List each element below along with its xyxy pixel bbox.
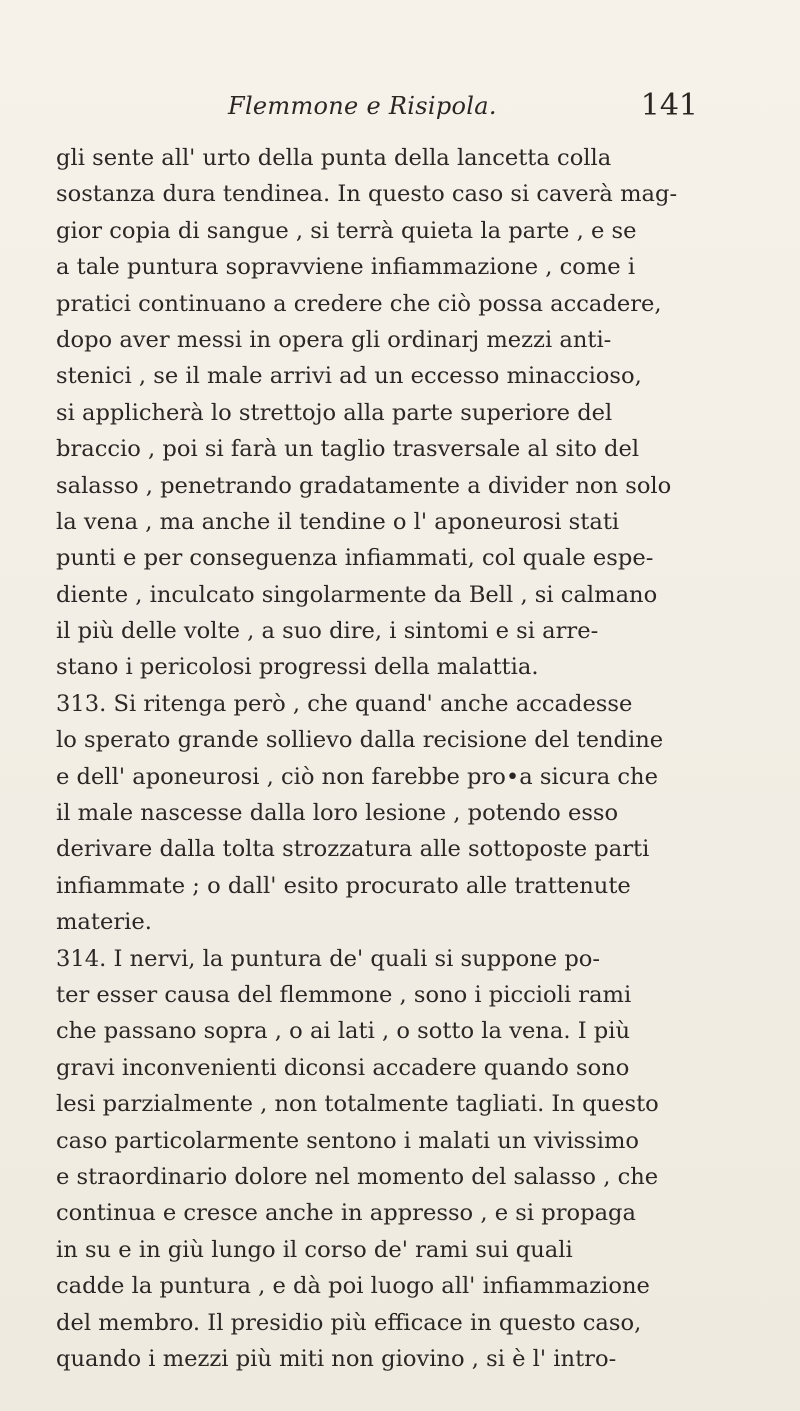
- text-line: punti e per conseguenza infiammati, col quale espe-: [56, 545, 654, 572]
- text-line: salasso , penetrando gradatamente a divider non solo: [56, 472, 672, 499]
- text-line: lesi parzialmente , non totalmente tagliati. In questo: [56, 1091, 659, 1118]
- text-line: in su e in giù lungo il corso de' rami sui quali: [56, 1236, 573, 1263]
- text-line: diente , inculcato singolarmente da Bell , si calmano: [56, 581, 658, 608]
- text-line: ter esser causa del flemmone , sono i piccioli rami: [56, 981, 632, 1008]
- text-line: gli sente all' urto della punta della lancetta colla: [56, 145, 612, 171]
- text-line: cadde la puntura , e dà poi luogo all' infiammazione: [56, 1273, 650, 1300]
- text-line: stano i pericolosi progressi della malattia.: [56, 654, 539, 681]
- text-line: e dell' aponeurosi , ciò non farebbe pro•a sicura che: [56, 763, 658, 790]
- text-line: 314. I nervi, la puntura de' quali si suppone po-: [56, 945, 601, 972]
- text-line: a tale puntura sopravviene infiammazione , come i: [56, 254, 636, 281]
- text-line: caso particolarmente sentono i malati un vivissimo: [56, 1127, 640, 1154]
- text-line: gior copia di sangue , si terrà quieta la parte , e se: [56, 217, 637, 244]
- text-line: stenici , se il male arrivi ad un eccesso minaccioso,: [56, 363, 642, 390]
- text-line: materie.: [56, 909, 152, 936]
- text-line: continua e cresce anche in appresso , e si propaga: [56, 1200, 636, 1227]
- text-line: la vena , ma anche il tendine o l' aponeurosi stati: [56, 508, 620, 535]
- body-text: [56, 140, 688, 1377]
- text-line: e straordinario dolore nel momento del salasso , che: [56, 1163, 659, 1190]
- page-number: 141: [640, 88, 698, 123]
- text-line: sostanza dura tendinea. In questo caso si caverà mag-: [56, 181, 678, 208]
- text-line: derivare dalla tolta strozzatura alle sottoposte parti: [56, 836, 650, 863]
- text-line: che passano sopra , o ai lati , o sotto la vena. I più: [56, 1018, 631, 1045]
- text-line: il più delle volte , a suo dire, i sintomi e si arre-: [56, 618, 599, 645]
- text-line: si applicherà lo strettojo alla parte superiore del: [56, 399, 613, 426]
- text-line: 313. Si ritenga però , che quand' anche accadesse: [56, 690, 633, 717]
- text-line: pratici continuano a credere che ciò possa accadere,: [56, 290, 662, 317]
- text-line: lo sperato grande sollievo dalla recisione del tendine: [56, 727, 664, 754]
- text-line: gravi inconvenienti diconsi accadere quando sono: [56, 1054, 630, 1081]
- text-line: il male nascesse dalla loro lesione , potendo esso: [56, 800, 619, 827]
- running-head: [228, 88, 698, 132]
- text-line: dopo aver messi in opera gli ordinarj mezzi anti-: [56, 326, 612, 353]
- text-line: del membro. Il presidio più efficace in questo caso,: [56, 1309, 642, 1336]
- running-title: Flemmone e Risipola.: [228, 92, 497, 120]
- text-line: infiammate ; o dall' esito procurato alle trattenute: [56, 872, 631, 899]
- text-line: quando i mezzi più miti non giovino , si è l' intro-: [56, 1345, 617, 1372]
- text-line: braccio , poi si farà un taglio trasversale al sito del: [56, 436, 640, 463]
